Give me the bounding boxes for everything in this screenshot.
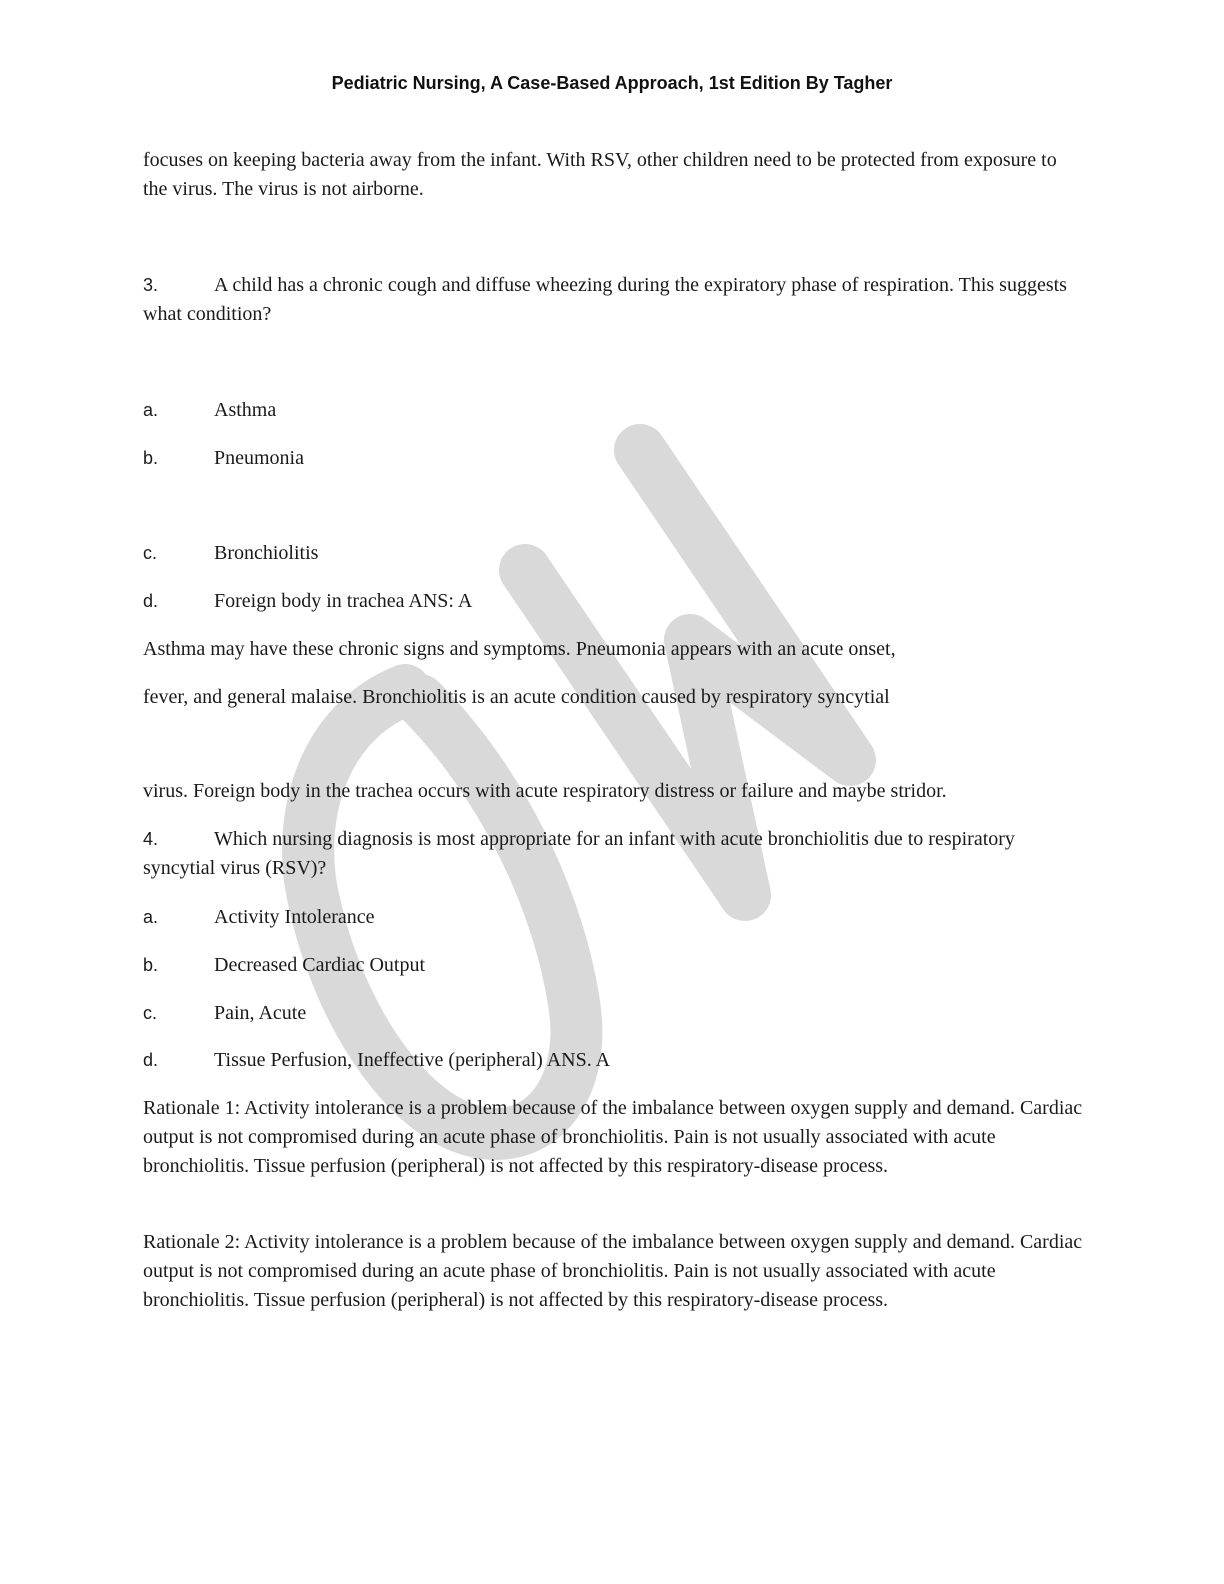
question-4-option-c: c. Pain, Acute: [143, 1002, 307, 1024]
question-3-rationale-line-2: fever, and general malaise. Bronchiolitis is an acute condition caused by respiratory syncytial: [143, 686, 890, 708]
question-4-option-d: d. Tissue Perfusion, Ineffective (peripheral) ANS. A: [143, 1049, 611, 1071]
question-4-text: Which nursing diagnosis is most appropriate for an infant with acute bronchiolitis due to respiratory syncytial virus (RSV)?: [143, 828, 1015, 879]
question-4-rationale-1: Rationale 1: Activity intolerance is a problem because of the imbalance between oxygen supply and demand. Cardiac output is not compromised during an acute phase of bronchiolitis. Pain is not usually associated with acute bronchiolitis. Tissue perfusion (peripheral) is not affected by this respiratory-disease process.: [143, 1097, 1083, 1177]
question-3-rationale-line-1: Asthma may have these chronic signs and symptoms. Pneumonia appears with an acute onset,: [143, 638, 896, 660]
question-4-option-b: b. Decreased Cardiac Output: [143, 954, 426, 976]
question-4-rationale-2: Rationale 2: Activity intolerance is a problem because of the imbalance between oxygen supply and demand. Cardiac output is not compromised during an acute phase of bronchiolitis. Pain is not usually associated with acute bronchiolitis. Tissue perfusion (peripheral) is not affected by this respiratory-disease process.: [143, 1231, 1083, 1311]
question-3-rationale-line-3: virus. Foreign body in the trachea occurs with acute respiratory distress or failure and maybe stridor.: [143, 780, 947, 802]
question-3-option-c: c. Bronchiolitis: [143, 542, 319, 564]
intro-paragraph: focuses on keeping bacteria away from the infant. With RSV, other children need to be protected from exposure to the virus. The virus is not airborne.: [143, 149, 1057, 200]
question-3-option-a: a. Asthma: [143, 399, 277, 421]
question-4: [143, 825, 1083, 883]
question-4-option-a: a. Activity Intolerance: [143, 906, 375, 928]
question-3-option-b: b. Pneumonia: [143, 447, 304, 469]
question-3-option-d: d. Foreign body in trachea ANS: A: [143, 590, 473, 612]
page-header-title: Pediatric Nursing, A Case-Based Approach, 1st Edition By Tagher: [331, 73, 893, 93]
question-3-text: A child has a chronic cough and diffuse wheezing during the expiratory phase of respiration. This suggests what condition?: [143, 274, 1067, 325]
question-3: [143, 271, 1083, 329]
question-3-number: 3.: [143, 275, 159, 295]
question-4-number: 4.: [143, 829, 159, 849]
